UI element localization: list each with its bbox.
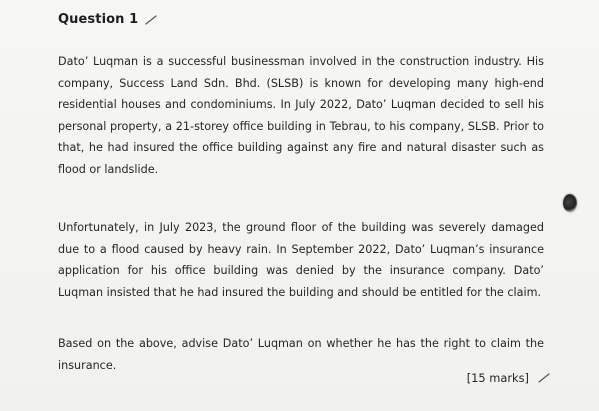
question-title: Question 1 — [58, 12, 139, 27]
question-heading — [58, 12, 158, 27]
tick-mark-icon — [537, 372, 551, 384]
tick-mark-icon — [144, 14, 158, 26]
question-paragraph-1: Dato’ Luqman is a successful businessman involved in the construction industry. His company, Success Land Sdn. Bhd. (SLSB) is known for developing many high-end residential houses and condominiums. In July 2022, Dato’ Luqman decided to sell his personal property, a 21-storey office building in Tebrau, to his company, SLSB. Prior to that, he had insured the office building against any fire and natural disaster such as flood or landslide. — [58, 55, 544, 176]
question-paragraph-3: Based on the above, advise Dato’ Luqman on whether he has the right to claim the insurance. — [58, 337, 544, 372]
marks-row — [467, 371, 551, 385]
question-paragraph-2: Unfortunately, in July 2023, the ground floor of the building was severely damaged due to a flood caused by heavy rain. In September 2022, Dato’ Luqman’s insurance application for his office building was denied by the insurance company. Dato’ Luqman insisted that he had insured the building and should be entitled for the claim. — [58, 221, 544, 299]
marks-label: [15 marks] — [466, 371, 529, 385]
punch-hole-icon — [563, 194, 577, 212]
